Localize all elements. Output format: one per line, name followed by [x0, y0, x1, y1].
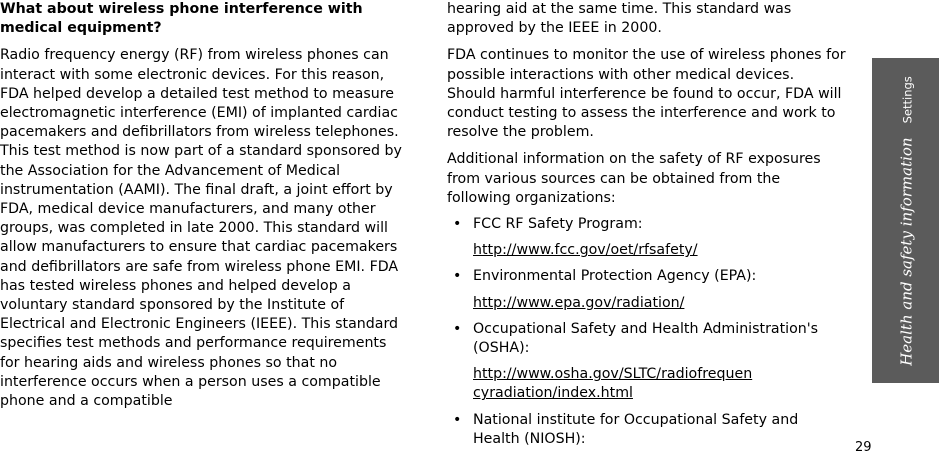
- organization-list: [447, 215, 847, 449]
- osha-link[interactable]: http://www.osha.gov/SLTC/radiofrequencyradiation/index.html: [473, 366, 753, 402]
- monitoring-paragraph: FDA continues to monitor the use of wireless phones for possible interactions with other medical devices. Should harmful interference be found to occur, FDA will conduct testing to assess the interference and work to resolve the problem.: [447, 47, 846, 141]
- left-column: [0, 0, 408, 411]
- side-tab-label: [896, 76, 915, 366]
- side-tab-subsection: Settings: [900, 75, 914, 123]
- continuation-paragraph: hearing aid at the same time. This standard was approved by the IEEE in 2000.: [447, 1, 792, 37]
- list-item: [447, 267, 847, 312]
- additional-info-paragraph: Additional information on the safety of RF exposures from various sources can be obtained from the following organizations:: [447, 151, 821, 206]
- section-side-tab: [872, 58, 939, 383]
- interference-paragraph: Radio frequency energy (RF) from wireless phones can interact with some electronic devices. For this reason, FDA helped develop a detailed test method to measure electromagnetic interference (EMI) of implanted cardiac pacemakers and defibrillators from wireless telephones. This test method is now part of a standard sponsored by the Association for the Advancement of Medical instrumentation (AAMI). The final draft, a joint effort by FDA, medical device manufacturers, and many other groups, was completed in late 2000. This standard will allow manufacturers to ensure that cardiac pacemakers and defibrillators are safe from wireless phone EMI. FDA has tested wireless phones and helped develop a voluntary standard sponsored by the Institute of Electrical and Electronic Engineers (IEEE). This standard specifies test methods and performance requirements for hearing aids and wireless phones so that no interference occurs when a person uses a compatible phone and a compatible: [0, 47, 402, 410]
- right-column: [447, 0, 847, 449]
- organization-name: • Occupational Safety and Health Administration's (OSHA):: [447, 320, 847, 358]
- list-item: [447, 320, 847, 404]
- fcc-link[interactable]: http://www.fcc.gov/oet/rfsafety/: [473, 242, 698, 259]
- list-item: [447, 411, 847, 449]
- section-heading: What about wireless phone interference with medical equipment?: [0, 1, 363, 37]
- epa-link[interactable]: http://www.epa.gov/radiation/: [473, 294, 685, 311]
- page-number: 29: [855, 440, 872, 455]
- organization-name: • National institute for Occupational Safety and Health (NIOSH):: [447, 411, 847, 449]
- side-tab-section: Health and safety information: [897, 136, 915, 366]
- list-item: [447, 215, 847, 260]
- organization-name: • Environmental Protection Agency (EPA):: [447, 267, 847, 286]
- organization-name: • FCC RF Safety Program:: [447, 215, 847, 234]
